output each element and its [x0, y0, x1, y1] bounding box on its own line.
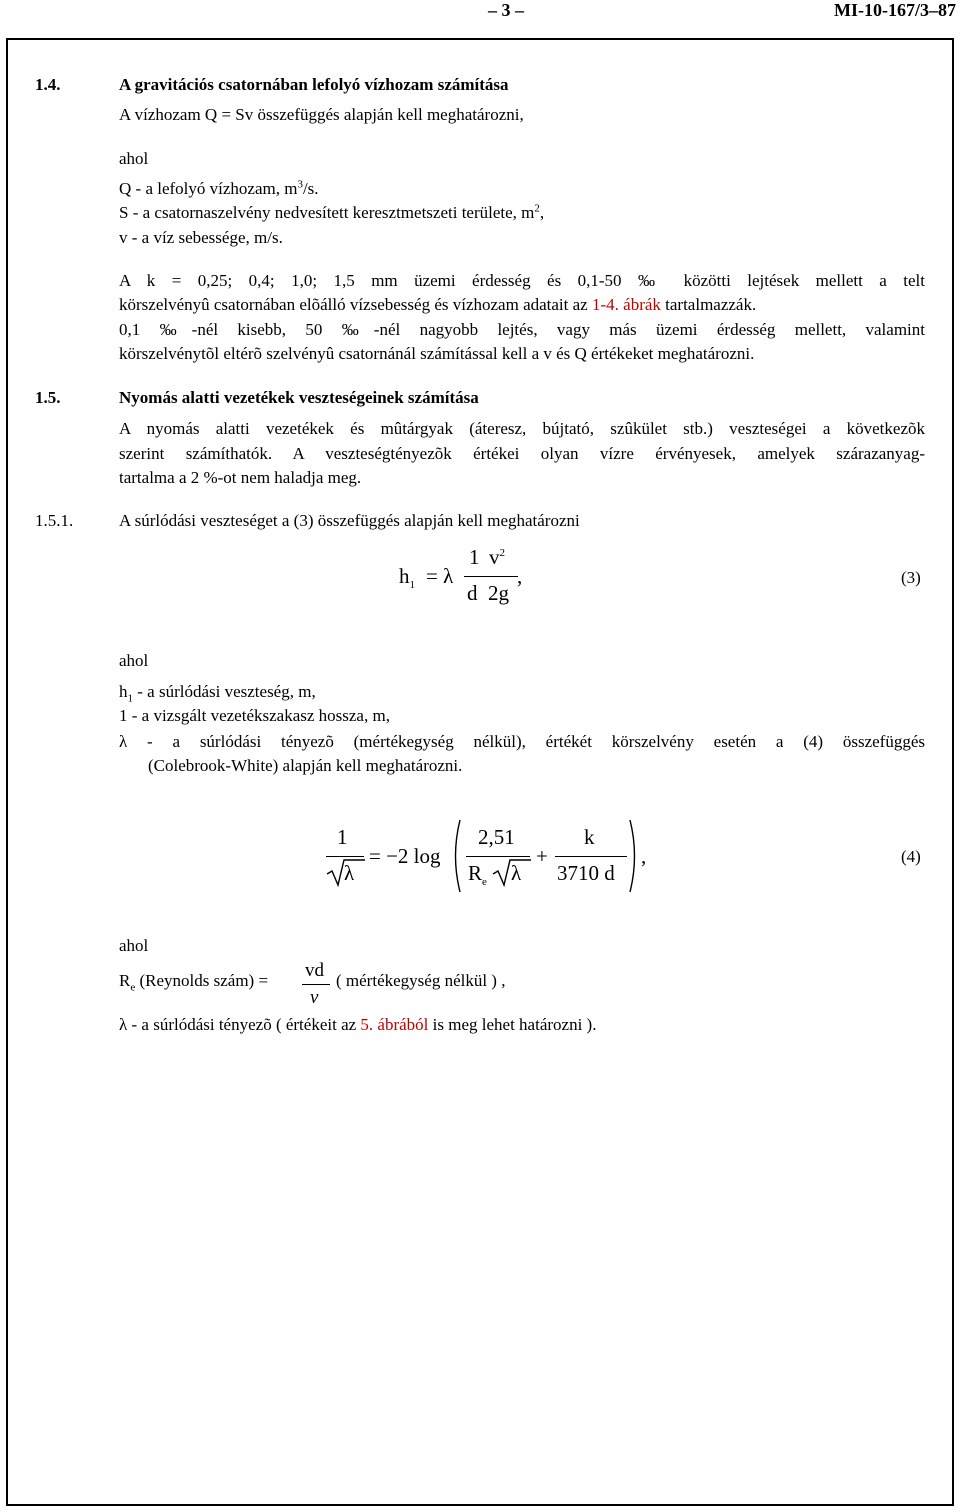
figure-reference-link[interactable]: 1-4. ábrák — [591, 295, 661, 314]
page-header — [0, 0, 960, 28]
document-code: MI-10-167/3–87 — [834, 0, 956, 20]
where-label: ahol — [119, 936, 149, 955]
paragraph-line: A k = 0,25; 0,4; 1,0; 1,5 mm üzemi érdesség és 0,1-50 ‰ közötti lejtések mellett a telt — [119, 271, 925, 290]
fraction-bar — [555, 856, 627, 857]
paragraph-line: (Colebrook-White) alapján kell meghatározni. — [148, 756, 463, 775]
definition-q: Q - a lefolyó vízhozam, $m^3/s$. — [119, 178, 319, 198]
paragraph-line: tartalma a 2 %-ot nem haladja meg. — [119, 468, 362, 487]
equation-label: (4) — [901, 847, 921, 866]
section-title: Nyomás alatti vezetékek veszteségeinek számítása — [119, 388, 479, 407]
paragraph-line: A súrlódási veszteséget a (3) összefüggés alapján kell meghatározni — [119, 511, 580, 530]
definition-s: S - a csatornaszelvény nedvesített keresztmetszeti területe, $m^2$, — [119, 202, 545, 222]
paragraph-line: körszelvényû csatornában elõálló vízsebesség és vízhozam adatait az 1-4. ábrák tartalmazzák. — [119, 295, 757, 314]
page-number: – 3 – — [488, 0, 524, 20]
definition-lambda-values: λ - a súrlódási tényezõ ( értékeit az 5. ábrából is meg lehet határozni ). — [119, 1015, 597, 1034]
definition-l: 1 - a vizsgált vezetékszakasz hossza, m, — [119, 706, 390, 725]
fraction-bar — [486, 576, 518, 577]
section-number: 1.5.1. — [35, 511, 74, 530]
section-number: 1.5. — [35, 388, 61, 407]
fraction-bar — [302, 984, 330, 985]
definition-lambda: λ - a súrlódási tényezõ (mértékegység nélkül), értékét körszelvény esetén a (4) összefüggés — [119, 732, 925, 751]
where-label: ahol — [119, 149, 149, 168]
equation-label: (3) — [901, 568, 921, 587]
paragraph-line: A nyomás alatti vezetékek és mûtárgyak (áteresz, bújtató, szûkület stb.) veszteségei a következõk — [119, 419, 925, 438]
definition-v: v - a víz sebessége, m/s. — [119, 228, 283, 247]
fraction-bar — [326, 856, 364, 857]
definition-h1: $h_1$ - a súrlódási veszteség, m, — [119, 682, 316, 705]
paragraph-line: 0,1 ‰-nél kisebb, 50 ‰-nél nagyobb lejtés, vagy más üzemi érdesség mellett, valamint — [119, 320, 925, 339]
paragraph-line: körszelvénytõl eltérõ szelvényû csatornánál számítással kell a v és Q értékeket meghatározni. — [119, 344, 755, 363]
section-title: A gravitációs csatornában lefolyó vízhozam számítása — [119, 75, 509, 94]
fraction-bar — [464, 576, 486, 577]
right-paren-icon — [628, 818, 640, 894]
left-paren-icon — [450, 818, 462, 894]
figure-reference-link[interactable]: 5. ábrából — [360, 1015, 429, 1034]
where-label: ahol — [119, 651, 149, 670]
paragraph-line: szerint számíthatók. A veszteségtényezõk értékei olyan vízre érvényesek, amelyek szárazanyag- — [119, 444, 925, 463]
section-number: 1.4. — [35, 75, 61, 94]
fraction-bar — [466, 856, 530, 857]
paragraph-line: A vízhozam Q = Sv összefüggés alapján kell meghatározni, — [119, 105, 524, 124]
